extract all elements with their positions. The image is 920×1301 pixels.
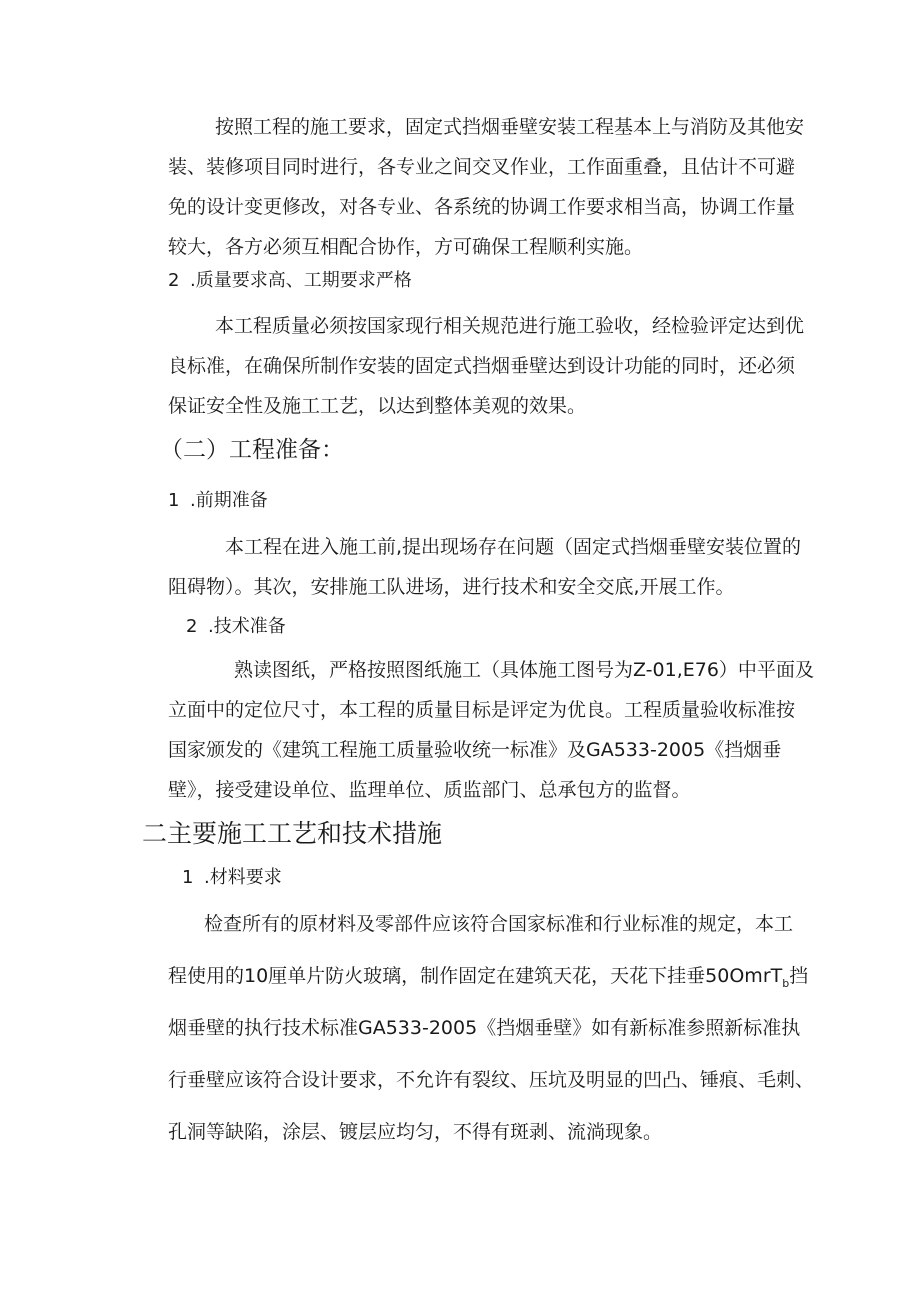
intro-paragraph — [168, 107, 804, 267]
materials-paragraph — [168, 898, 814, 1158]
paragraph-line: 良标准，在确保所制作安装的固定式挡烟垂壁达到设计功能的同时，还必须 — [168, 355, 796, 377]
subscript-text: b — [782, 976, 790, 990]
paragraph-line: 较大，各方必须互相配合协作，方可确保工程顺利实施。 — [168, 236, 644, 258]
list-item-number: 2 — [186, 616, 198, 637]
list-item-quality — [168, 269, 412, 293]
early-prep-paragraph — [168, 527, 801, 607]
paragraph-line: 行垂壁应该符合设计要求，不允许有裂纹、压坑及明显的凹凸、锤痕、毛刺、 — [168, 1069, 815, 1091]
list-item-number: 1 — [168, 490, 180, 511]
quality-paragraph — [168, 306, 804, 426]
paragraph-line: 熟读图纸，严格按照图纸施工（具体施工图号为Z-01,E76）中平面及 — [234, 659, 814, 681]
paragraph-line: 壁》，接受建设单位、监理单位、质监部门、总承包方的监督。 — [168, 779, 691, 801]
paragraph-line: 立面中的定位尺寸，本工程的质量目标是评定为优良。工程质量验收标准按 — [168, 699, 796, 721]
list-item-tech-prep — [186, 615, 286, 639]
line-text: 挡 — [789, 965, 809, 987]
paragraph-line: 烟垂壁的执行技术标准GA533-2005《挡烟垂壁》如有新标准参照新标准执 — [168, 1017, 801, 1039]
paragraph-line: 装、装修项目同时进行，各专业之间交叉作业，工作面重叠，且估计不可避 — [168, 156, 796, 178]
paragraph-line: 本工程在进入施工前,提出现场存在问题（固定式挡烟垂壁安装位置的 — [225, 536, 802, 558]
list-item-label: .前期准备 — [190, 490, 268, 511]
section-heading-preparation: （二）工程准备： — [160, 437, 344, 463]
paragraph-line: 国家颁发的《建筑工程施工质量验收统一标准》及GA533-2005《挡烟垂 — [168, 739, 782, 761]
paragraph-line: 检查所有的原材料及零部件应该符合国家标准和行业标准的规定，本工 — [204, 913, 794, 935]
paragraph-line — [168, 950, 814, 1002]
main-heading-process: 二主要施工工艺和技术措施 — [142, 819, 443, 848]
list-item-label: .材料要求 — [204, 867, 282, 888]
list-item-materials — [182, 866, 282, 890]
paragraph-line: 保证安全性及施工工艺，以达到整体美观的效果。 — [168, 395, 587, 417]
list-item-number: 2 — [168, 270, 180, 291]
paragraph-line: 阻碍物）。其次，安排施工队进场，进行技术和安全交底,开展工作。 — [168, 576, 735, 598]
paragraph-line: 免的设计变更修改，对各专业、各系统的协调工作要求相当高，协调工作量 — [168, 196, 796, 218]
list-item-early-prep — [168, 489, 268, 513]
paragraph-line: 本工程质量必须按国家现行相关规范进行施工验收，经检验评定达到优 — [215, 315, 805, 337]
line-text: 程使用的10厘单片防火玻璃，制作固定在建筑天花，天花下挂垂50OmrT — [168, 965, 783, 987]
list-item-number: 1 — [182, 867, 194, 888]
list-item-label: .质量要求高、工期要求严格 — [190, 270, 412, 291]
list-item-label: .技术准备 — [208, 616, 286, 637]
tech-prep-paragraph — [168, 650, 814, 810]
paragraph-line: 孔洞等缺陷，涂层、镀层应均匀，不得有斑剥、流淌现象。 — [168, 1121, 663, 1143]
paragraph-line: 按照工程的施工要求，固定式挡烟垂壁安装工程基本上与消防及其他安 — [215, 116, 805, 138]
